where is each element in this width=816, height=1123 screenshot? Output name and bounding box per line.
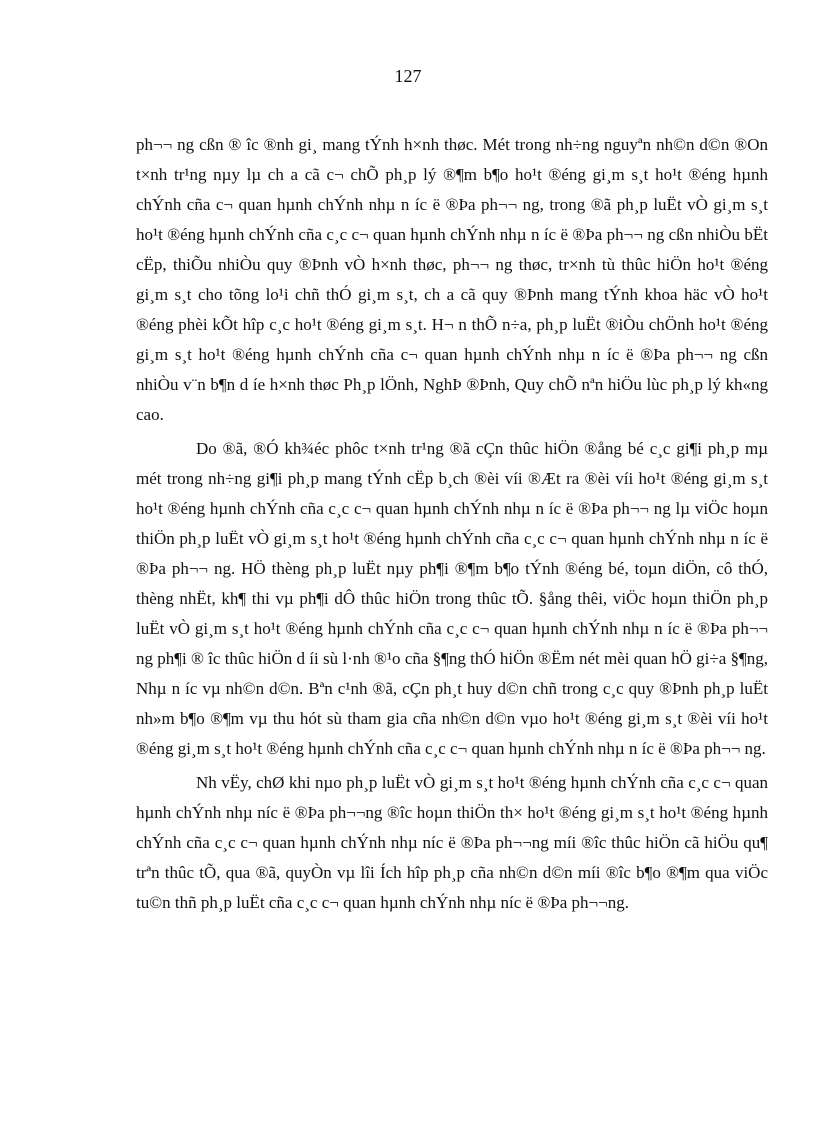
page-number: 127 — [394, 66, 422, 86]
paragraph-1: ph¬¬ ng cßn ® îc ®nh gi¸ mang tÝnh h×nh thøc. Mét trong nh÷ng nguyªn nh©n d©n ®On t×nh tr¹ng nµy lµ ch a cã c¬ chÕ ph¸p lý ®¶m b¶o ho¹t ®éng gi¸m s¸t ho¹t ®éng hµnh chÝnh cña c¬ quan hµnh chÝnh nhµ n íc ë ®Þa ph¬¬ ng, trong ®ã ph¸p luËt vÒ gi¸m s¸t ho¹t ®éng hµnh chÝnh cña c¸c c¬ quan hµnh chÝnh nhµ n íc ë ®Þa ph¬¬ ng cßn nhiÒu bËt cËp, thiÕu nhiÒu quy ®Þnh vÒ h×nh thøc, ph¬¬ ng thøc, tr×nh tù thûc hiÖn ho¹t ®éng gi¸m s¸t cho tõng lo¹i chñ thÓ gi¸m s¸t, ch a cã quy ®Þnh mang tÝnh khoa häc vÒ ho¹t ®éng phèi kÕt hîp c¸c ho¹t ®éng gi¸m s¸t. H¬ n thÕ n÷a, ph¸p luËt ®iÒu chÖnh ho¹t ®éng gi¸m s¸t ho¹t ®éng hµnh chÝnh cña c¬ quan hµnh chÝnh nhµ n íc ë ®Þa ph¬¬ ng cßn nhiÒu v¨n b¶n d íe h×nh thøc Ph¸p lÖnh, NghÞ ®Þnh, Quy chÕ nªn hiÖu lùc ph¸p lý kh«ng cao. — [136, 135, 768, 424]
paragraph-2: Do ®ã, ®Ó kh¾éc phôc t×nh tr¹ng ®ã cÇn thûc hiÖn ®ång bé c¸c gi¶i ph¸p mµ mét trong nh÷ng gi¶i ph¸p mang tÝnh cËp b¸ch ®èi víi ®Æt ra ®èi víi ho¹t ®éng gi¸m s¸t ho¹t ®éng hµnh chÝnh cña c¸c c¬ quan hµnh chÝnh nhµ n íc ë ®Þa ph¬¬ ng lµ viÖc hoµn thiÖn ph¸p luËt vÒ gi¸m s¸t ho¹t ®éng hµnh chÝnh cña c¸c c¬ quan hµnh chÝnh nhµ n íc ë ®Þa ph¬¬ ng. HÖ thèng ph¸p luËt nµy ph¶i ®¶m b¶o tÝnh ®éng bé, toµn diÖn, cô thÓ, thèng nhËt, kh¶ thi vµ ph¶i dÔ thûc hiÖn trong thûc tÕ. §ång thêi, viÖc hoµn thiÖn ph¸p luËt vÒ gi¸m s¸t ho¹t ®éng hµnh chÝnh cña c¸c c¬ quan hµnh chÝnh nhµ n íc ë ®Þa ph¬¬ ng ph¶i ® îc thûc hiÖn d íi sù l·nh ®¹o cña §¶ng thÓ hiÖn ®Ëm nét mèi quan hÖ gi÷a §¶ng, Nhµ n íc vµ nh©n d©n. Bªn c¹nh ®ã, cÇn ph¸t huy d©n chñ trong c¸c quy ®Þnh ph¸p luËt nh»m b¶o ®¶m vµ thu hót sù tham gia cña nh©n d©n vµo ho¹t ®éng gi¸m s¸t ®èi víi ho¹t ®éng gi¸m s¸t ho¹t ®éng hµnh chÝnh cña c¸c c¬ quan hµnh chÝnh nhµ n íc ë ®Þa ph¬¬ ng. — [136, 439, 768, 758]
paragraph-3: Nh vËy, chØ khi nµo ph¸p luËt vÒ gi¸m s¸t ho¹t ®éng hµnh chÝnh cña c¸c c¬ quan hµnh chÝnh nhµ níc ë ®Þa ph¬¬ng ®îc hoµn thiÖn th× ho¹t ®éng gi¸m s¸t ho¹t ®éng hµnh chÝnh cña c¸c c¬ quan hµnh chÝnh nhµ níc ë ®Þa ph¬¬ng míi ®îc thûc hiÖn cã hiÖu qu¶ trªn thûc tÕ, qua ®ã, quyÒn vµ lîi Ích hîp ph¸p cña nh©n d©n míi ®îc b¶o ®¶m qua viÖc tu©n thñ ph¸p luËt cña c¸c c¬ quan hµnh chÝnh nhµ níc ë ®Þa ph¬¬ng. — [136, 773, 768, 912]
body-text — [136, 130, 768, 918]
